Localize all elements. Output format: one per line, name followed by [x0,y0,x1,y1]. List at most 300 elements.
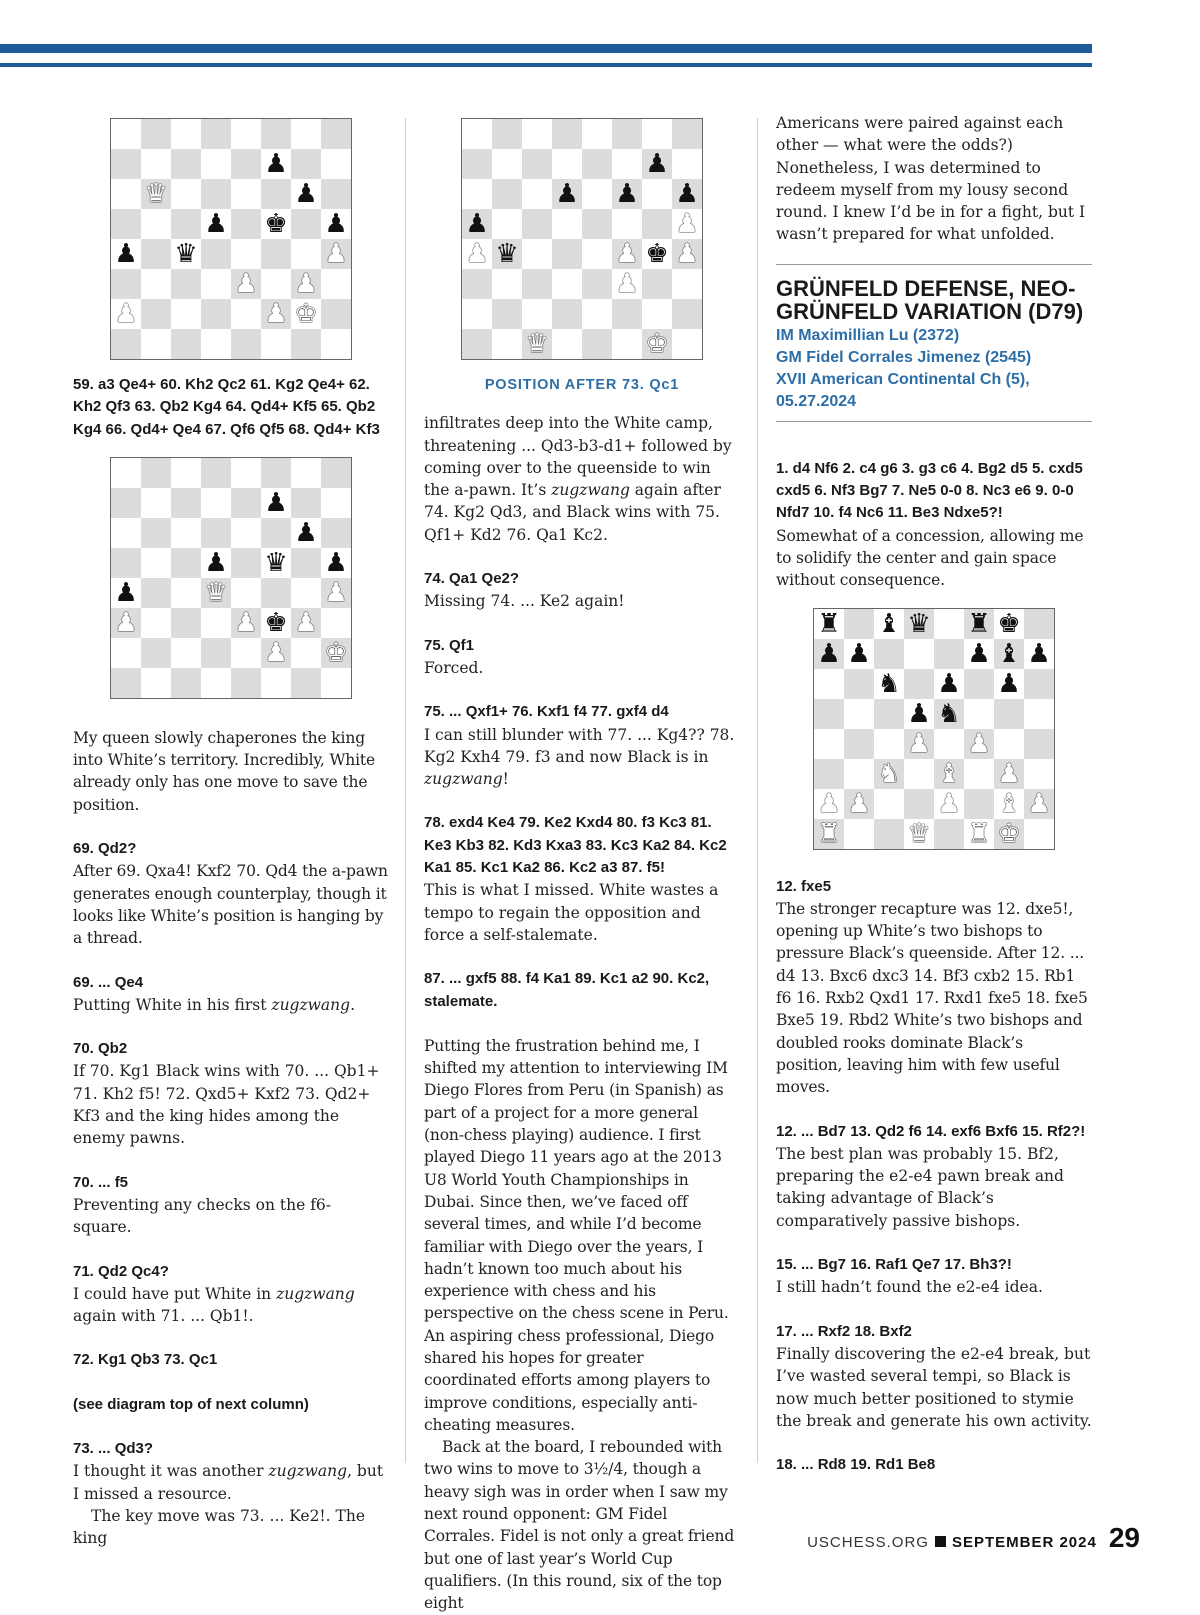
board-square [492,119,522,149]
board-square [171,209,201,239]
board-square [171,299,201,329]
board-square [1024,699,1054,729]
paragraph: This is what I missed. White wastes a tempo to regain the opposition and force a self-stalemate. [424,881,719,944]
board-square [642,299,672,329]
move-text: (see diagram top of next column) [73,1395,309,1413]
board-square [111,269,141,299]
board-square [552,179,582,209]
board-square [672,179,702,209]
text-run: I could have put White in [73,1284,277,1303]
board-square [231,239,261,269]
paragraph: The best plan was probably 15. Bf2, preparing the e2-e4 pawn break and taking advantage of Black’s comparatively passive bishops. [776,1144,1064,1230]
board-square [874,609,904,639]
board-square [582,119,612,149]
board-square [612,119,642,149]
board-square [552,299,582,329]
text-run: , but I missed a resource. [73,1462,384,1503]
board-square [201,239,231,269]
board-square [642,179,672,209]
board-square [612,299,642,329]
board-square [231,209,261,239]
board-square [111,329,141,359]
board-square [1024,639,1054,669]
board-square [994,669,1024,699]
board-square [231,638,261,668]
board-square [231,578,261,608]
board-square [171,578,201,608]
italic-term: zugzwang [276,1284,355,1303]
move-text: 69. ... Qe4 [73,973,144,991]
board-square [462,239,492,269]
board-square [291,488,321,518]
board-square [582,209,612,239]
square-separator-icon [935,1536,946,1547]
board-square [814,789,844,819]
white-pawn-icon: ♟ [234,607,258,638]
board-square [111,149,141,179]
black-rook-icon: ♜ [967,608,991,639]
text-run: I thought it was another [73,1462,269,1481]
board-square [964,819,994,849]
board-square [612,179,642,209]
board-square [291,269,321,299]
black-queen-icon: ♛ [907,608,931,639]
board-square [612,269,642,299]
paragraph: Back at the board, I rebounded with two wins to move to 3½/4, though a heavy sigh was in order when I saw my next round opponent: GM Fidel Corrales. Fidel is not only a great friend but one of last year’s World Cup qualifiers. (In this round, six of the top eight [424,1438,735,1613]
board-square [261,239,291,269]
move-text: 12. fxe5 [776,877,832,895]
white-pawn-icon: ♟ [675,239,699,269]
page-footer [807,1522,1140,1554]
black-pawn-icon: ♟ [324,547,348,578]
board-square [201,518,231,548]
white-pawn-icon: ♟ [847,788,871,819]
board-square [672,239,702,269]
move-text: 75. Qf1 [424,636,475,654]
move-text: 72. Kg1 Qb3 73. Qc1 [73,1351,218,1369]
paragraph: Putting the frustration behind me, I shifted my attention to interviewing IM Diego Flores from Peru (in Spanish) as part of a project for a more general (non-chess playing) audience. I first played Diego 11 years ago at the 2013 U8 World Youth Championships in Dubai. Since then, we’ve faced off several times, and while I’d become familiar with Diego over the years, I hadn’t known too much about his experience with chess and his perspective on the chess scene in Peru. An aspiring chess professional, Diego shared his hopes for greater coordinated efforts among players to improve conditions, especially anti-cheating measures. [424,1036,729,1434]
white-pawn-icon: ♟ [324,577,348,608]
board-square [462,329,492,359]
move-text: 71. Qd2 Qc4? [73,1262,169,1280]
paragraph: Americans were paired against each other — what were the odds?) Nonetheless, I was determined to redeem myself from my lousy second round. I knew I’d be in for a fight, but I wasn’t prepared for what unfolded. [776,114,1086,244]
board-square [291,299,321,329]
board-square [964,729,994,759]
board-square [582,269,612,299]
white-pawn-icon: ♟ [1027,788,1051,819]
board-square [552,119,582,149]
white-queen-icon: ♛ [525,329,549,359]
board-square [321,119,351,149]
board-square [201,329,231,359]
board-square [261,458,291,488]
move-text: 70. Qb2 [73,1040,128,1058]
board-square [964,639,994,669]
board-square [201,119,231,149]
board-square [522,119,552,149]
board-square [814,639,844,669]
black-king-icon: ♚ [997,608,1021,639]
italic-term: zugzwang [268,1462,348,1481]
board-square [844,759,874,789]
board-square [231,548,261,578]
board-square [111,488,141,518]
paragraph: Preventing any checks on the f6-square. [73,1195,332,1237]
column-3 [776,112,1092,1476]
board-square [1024,729,1054,759]
board-square [261,668,291,698]
board-square [492,269,522,299]
board-square [844,609,874,639]
board-square [582,239,612,269]
board-square [171,518,201,548]
board-square [814,729,844,759]
board-square [964,669,994,699]
board-square [462,299,492,329]
board-square [261,329,291,359]
board-square [231,329,261,359]
board-square [321,149,351,179]
board-square [844,789,874,819]
board-square [642,119,672,149]
board-square [141,269,171,299]
paragraph: After 69. Qxa4! Kxf2 70. Qd4 the a-pawn generates enough counterplay, though it looks like White’s position is hanging by a thread. [73,862,388,948]
black-pawn-icon: ♟ [114,577,138,608]
board-square [141,119,171,149]
black-king-icon: ♚ [264,209,288,239]
board-square [171,668,201,698]
text-run: I can still blunder with 77. ... Kg4?? 78. Kg2 Kxh4 79. f3 and now Black is in [424,725,735,766]
text-run: again with 71. ... Qb1!. [73,1307,254,1326]
board-square [321,608,351,638]
board-square [612,209,642,239]
black-pawn-icon: ♟ [114,239,138,269]
white-pawn-icon: ♟ [465,239,489,269]
board-square [582,179,612,209]
board-square [522,209,552,239]
white-pawn-icon: ♟ [234,269,258,299]
board-square [994,759,1024,789]
white-rook-icon: ♜ [967,818,991,849]
black-king-icon: ♚ [264,607,288,638]
board-square [291,668,321,698]
board-square [462,209,492,239]
board-square [1024,759,1054,789]
board-square [874,759,904,789]
board-square [522,299,552,329]
column-1 [73,112,389,1550]
board-square [111,239,141,269]
board-square [291,149,321,179]
board-square [261,608,291,638]
board-square [964,789,994,819]
white-king-icon: ♚ [294,299,318,329]
text-run: infiltrates deep into the White camp, threatening ... Qd3-b3-d1+ followed by coming over to the queenside to win the a-pawn. It’s [424,414,732,500]
board-square [552,269,582,299]
player-white: IM Maximillian Lu (2372) [776,326,960,344]
chess-diagram [813,608,1055,850]
board-square [231,179,261,209]
board-square [994,609,1024,639]
board-square [462,149,492,179]
paragraph: Missing 74. ... Ke2 again! [424,592,625,611]
board-square [492,239,522,269]
board-square [994,699,1024,729]
white-pawn-icon: ♟ [294,607,318,638]
move-text: 73. ... Qd3? [73,1440,154,1458]
board-square [171,239,201,269]
chess-diagram-3-wrap [424,118,740,360]
board-square [141,488,171,518]
black-pawn-icon: ♟ [847,638,871,669]
white-pawn-icon: ♟ [324,239,348,269]
white-pawn-icon: ♟ [817,788,841,819]
board-square [141,458,171,488]
board-square [261,209,291,239]
paragraph [424,724,740,791]
board-square [1024,819,1054,849]
black-pawn-icon: ♟ [1027,638,1051,669]
board-square [582,299,612,329]
board-square [321,209,351,239]
board-square [141,149,171,179]
board-square [612,239,642,269]
board-square [904,729,934,759]
board-square [522,239,552,269]
white-king-icon: ♚ [324,637,348,668]
paragraph [73,994,389,1016]
white-pawn-icon: ♟ [264,299,288,329]
board-square [934,699,964,729]
black-bishop-icon: ♝ [997,638,1021,669]
board-square [642,239,672,269]
board-square [231,299,261,329]
black-pawn-icon: ♟ [294,517,318,548]
board-square [642,269,672,299]
board-square [141,548,171,578]
board-square [231,269,261,299]
board-square [462,179,492,209]
board-square [261,548,291,578]
board-square [552,209,582,239]
chess-diagram [110,457,352,699]
board-square [522,179,552,209]
board-square [321,578,351,608]
board-square [994,819,1024,849]
chess-diagram-1-wrap [73,118,389,360]
board-square [552,149,582,179]
board-square [141,668,171,698]
white-pawn-icon: ♟ [675,209,699,239]
header-bar-thick [0,44,1092,53]
board-square [201,548,231,578]
board-square [231,608,261,638]
paragraph: I still hadn’t found the e2-e4 idea. [776,1278,1043,1297]
header-bar-thin [0,63,1092,67]
black-pawn-icon: ♟ [967,638,991,669]
board-square [642,329,672,359]
board-square [874,669,904,699]
paragraph: The stronger recapture was 12. dxe5!, opening up White’s two bishops to pressure Black’s queenside. After 12. ... d4 13. Bxc6 dxc3 14. Bf3 cxb2 15. Rb1 f6 16. Rxb2 Qxd1 17. Rxd1 fxe5 18. fxe5 Bxe5 19. Rbd2 White’s two bishops and doubled rooks dominate Black’s position, leaving him with few useful moves. [776,899,1088,1097]
black-rook-icon: ♜ [817,608,841,639]
chess-diagram-4-wrap [776,608,1092,850]
board-square [522,269,552,299]
board-square [492,209,522,239]
board-square [321,548,351,578]
board-square [612,329,642,359]
board-square [261,518,291,548]
board-square [492,179,522,209]
page-number: 29 [1108,1522,1140,1553]
black-pawn-icon: ♟ [264,487,288,518]
board-square [141,209,171,239]
white-bishop-icon: ♝ [997,788,1021,819]
board-square [111,458,141,488]
white-bishop-icon: ♝ [937,758,961,789]
paragraph [424,412,740,546]
board-square [904,759,934,789]
board-square [201,668,231,698]
board-square [231,488,261,518]
board-square [964,609,994,639]
board-square [814,699,844,729]
move-text: 69. Qd2? [73,840,137,858]
board-square [171,638,201,668]
white-pawn-icon: ♟ [114,299,138,329]
board-square [261,638,291,668]
move-text: 17. ... Rxf2 18. Bxf2 [776,1322,912,1340]
board-square [141,578,171,608]
board-square [934,729,964,759]
board-square [261,149,291,179]
board-square [321,488,351,518]
board-square [171,329,201,359]
black-pawn-icon: ♟ [675,179,699,209]
board-square [552,239,582,269]
paragraph [73,1283,389,1328]
chess-diagram-2-wrap [73,457,389,699]
move-text: 18. ... Rd8 19. Rd1 Be8 [776,1456,936,1474]
board-square [291,638,321,668]
white-pawn-icon: ♟ [615,269,639,299]
board-square [201,458,231,488]
white-queen-icon: ♛ [204,577,228,608]
board-square [462,119,492,149]
board-square [141,638,171,668]
board-square [522,329,552,359]
board-square [994,789,1024,819]
board-square [321,179,351,209]
board-square [672,149,702,179]
game-title: GRÜNFELD DEFENSE, NEO-GRÜNFELD VARIATION (D79) [776,275,1084,324]
move-text: 59. a3 Qe4+ 60. Kh2 Qc2 61. Kg2 Qe4+ 62. Kh2 Qf3 63. Qb2 Kg4 64. Qd4+ Kf5 65. Qb2 Kg4 66. Qd4+ Qe4 67. Qf6 Qf5 68. Qd4+ Kf3 [73,376,380,438]
board-square [261,578,291,608]
black-pawn-icon: ♟ [555,179,579,209]
white-pawn-icon: ♟ [294,269,318,299]
italic-term: zugzwang [271,995,351,1014]
board-square [201,578,231,608]
event-info: XVII American Continental Ch (5), 05.27.2024 [776,370,1030,410]
board-square [321,518,351,548]
black-queen-icon: ♛ [264,547,288,578]
board-square [492,299,522,329]
board-square [291,179,321,209]
board-square [201,269,231,299]
move-text: 78. exd4 Ke4 79. Ke2 Kxd4 80. f3 Kc3 81. Ke3 Kb3 82. Kd3 Kxa3 83. Kc3 Ka2 84. Kc2 Ka1 85. Kc1 Ka2 86. Kc2 a3 87. f5! [424,814,727,877]
board-square [231,518,261,548]
black-pawn-icon: ♟ [204,547,228,578]
board-square [874,789,904,819]
paragraph [73,1460,389,1505]
board-square [844,729,874,759]
board-square [904,819,934,849]
board-square [462,269,492,299]
board-square [934,639,964,669]
text-run: . [350,995,355,1014]
white-king-icon: ♚ [645,329,669,359]
white-pawn-icon: ♟ [264,637,288,668]
board-square [141,179,171,209]
board-square [171,488,201,518]
chess-diagram [110,118,352,360]
text-run: ! [502,770,509,789]
black-pawn-icon: ♟ [204,209,228,239]
board-square [291,209,321,239]
board-square [231,668,261,698]
board-square [111,638,141,668]
black-pawn-icon: ♟ [294,179,318,209]
board-square [111,179,141,209]
board-square [291,239,321,269]
white-pawn-icon: ♟ [937,788,961,819]
board-square [321,299,351,329]
board-square [672,269,702,299]
black-pawn-icon: ♟ [324,209,348,239]
board-square [291,548,321,578]
black-king-icon: ♚ [645,239,669,269]
paragraph: Finally discovering the e2-e4 break, but I’ve wasted several tempi, so Black is now much better positioned to stymie the break and generate his own activity. [776,1344,1092,1430]
board-square [291,458,321,488]
move-text: 75. ... Qxf1+ 76. Kxf1 f4 77. gxf4 d4 [424,703,669,721]
board-square [874,639,904,669]
board-square [231,119,261,149]
paragraph: The key move was 73. ... Ke2!. The king [73,1506,366,1548]
white-pawn-icon: ♟ [907,728,931,759]
black-pawn-icon: ♟ [817,638,841,669]
board-square [904,789,934,819]
board-square [321,638,351,668]
board-square [171,149,201,179]
white-pawn-icon: ♟ [114,607,138,638]
black-bishop-icon: ♝ [877,608,901,639]
board-square [904,609,934,639]
board-square [964,699,994,729]
black-pawn-icon: ♟ [645,149,669,179]
paragraph: If 70. Kg1 Black wins with 70. ... Qb1+ 71. Kh2 f5! 72. Qxd5+ Kxf2 73. Qd2+ Kf3 and the king hides among the enemy pawns. [73,1062,380,1148]
board-square [111,209,141,239]
board-square [672,299,702,329]
move-text: 87. ... gxf5 88. f4 Ka1 89. Kc1 a2 90. Kc2, stalemate. [424,970,710,1010]
board-square [171,548,201,578]
board-square [492,329,522,359]
board-square [552,329,582,359]
white-king-icon: ♚ [997,818,1021,849]
white-pawn-icon: ♟ [615,239,639,269]
board-square [672,329,702,359]
board-square [814,609,844,639]
player-black: GM Fidel Corrales Jimenez (2545) [776,348,1032,366]
footer-issue: SEPTEMBER 2024 [951,1534,1097,1551]
